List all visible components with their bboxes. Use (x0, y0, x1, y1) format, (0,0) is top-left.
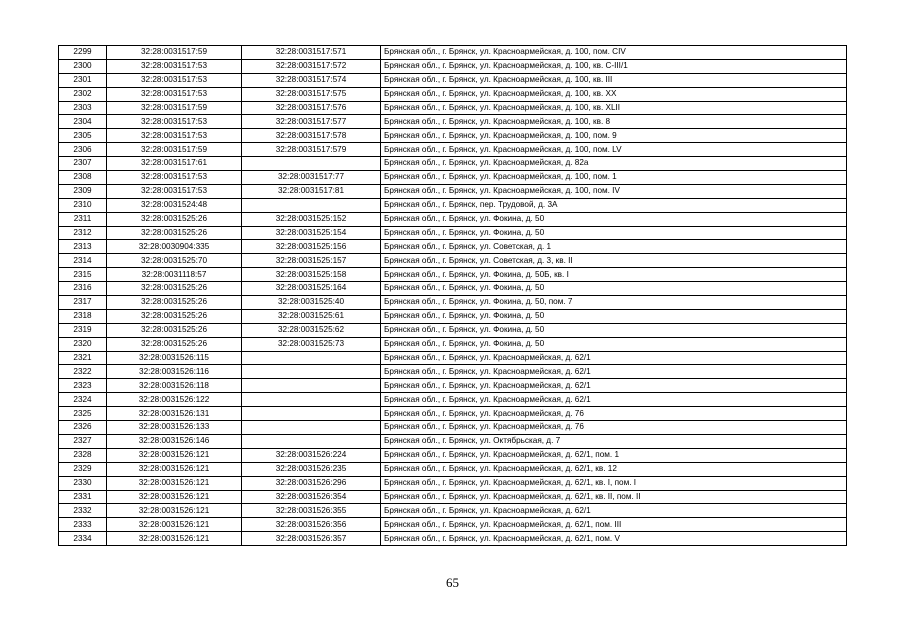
row-number-cell: 2300 (59, 59, 107, 73)
address-cell: Брянская обл., г. Брянск, ул. Красноармейская, д. 62/1 (381, 379, 847, 393)
registry-table (58, 45, 847, 546)
cadastral-number-cell: 32:28:0031517:53 (107, 115, 242, 129)
cadastral-number-cell: 32:28:0031525:26 (107, 282, 242, 296)
row-number-cell: 2306 (59, 143, 107, 157)
table-row (59, 59, 847, 73)
row-number-cell: 2325 (59, 407, 107, 421)
address-cell: Брянская обл., г. Брянск, ул. Красноармейская, д. 62/1 (381, 504, 847, 518)
table-row (59, 254, 847, 268)
table-row (59, 323, 847, 337)
table-row (59, 309, 847, 323)
row-number-cell: 2329 (59, 462, 107, 476)
object-cadastral-number-cell: 32:28:0031517:578 (242, 129, 381, 143)
table-row (59, 184, 847, 198)
cadastral-number-cell: 32:28:0031526:115 (107, 351, 242, 365)
row-number-cell: 2328 (59, 448, 107, 462)
row-number-cell: 2312 (59, 226, 107, 240)
cadastral-number-cell: 32:28:0031525:26 (107, 323, 242, 337)
object-cadastral-number-cell (242, 434, 381, 448)
address-cell: Брянская обл., г. Брянск, ул. Красноармейская, д. 100, кв. 8 (381, 115, 847, 129)
row-number-cell: 2324 (59, 393, 107, 407)
cadastral-number-cell: 32:28:0031517:53 (107, 87, 242, 101)
object-cadastral-number-cell: 32:28:0031525:152 (242, 212, 381, 226)
cadastral-number-cell: 32:28:0031525:70 (107, 254, 242, 268)
address-cell: Брянская обл., г. Брянск, ул. Красноармейская, д. 100, кв. XX (381, 87, 847, 101)
row-number-cell: 2319 (59, 323, 107, 337)
cadastral-number-cell: 32:28:0031118:57 (107, 268, 242, 282)
table-row (59, 448, 847, 462)
row-number-cell: 2304 (59, 115, 107, 129)
row-number-cell: 2317 (59, 296, 107, 310)
table-row (59, 351, 847, 365)
object-cadastral-number-cell: 32:28:0031517:579 (242, 143, 381, 157)
row-number-cell: 2323 (59, 379, 107, 393)
cadastral-number-cell: 32:28:0031517:53 (107, 73, 242, 87)
address-cell: Брянская обл., г. Брянск, ул. Советская, д. 3, кв. II (381, 254, 847, 268)
cadastral-number-cell: 32:28:0031517:53 (107, 129, 242, 143)
table-row (59, 476, 847, 490)
address-cell: Брянская обл., г. Брянск, ул. Красноармейская, д. 62/1, пом. V (381, 532, 847, 546)
cadastral-number-cell: 32:28:0031526:121 (107, 518, 242, 532)
address-cell: Брянская обл., г. Брянск, ул. Советская, д. 1 (381, 240, 847, 254)
address-cell: Брянская обл., г. Брянск, ул. Красноармейская, д. 100, кв. III (381, 73, 847, 87)
row-number-cell: 2322 (59, 365, 107, 379)
row-number-cell: 2299 (59, 46, 107, 60)
cadastral-number-cell: 32:28:0030904:335 (107, 240, 242, 254)
address-cell: Брянская обл., г. Брянск, ул. Красноармейская, д. 100, пом. IV (381, 184, 847, 198)
row-number-cell: 2307 (59, 157, 107, 171)
address-cell: Брянская обл., г. Брянск, ул. Фокина, д. 50 (381, 226, 847, 240)
object-cadastral-number-cell: 32:28:0031517:574 (242, 73, 381, 87)
object-cadastral-number-cell: 32:28:0031526:356 (242, 518, 381, 532)
object-cadastral-number-cell: 32:28:0031526:354 (242, 490, 381, 504)
address-cell: Брянская обл., г. Брянск, ул. Красноармейская, д. 62/1, пом. 1 (381, 448, 847, 462)
cadastral-number-cell: 32:28:0031525:26 (107, 337, 242, 351)
cadastral-number-cell: 32:28:0031526:121 (107, 462, 242, 476)
cadastral-number-cell: 32:28:0031526:121 (107, 532, 242, 546)
address-cell: Брянская обл., г. Брянск, ул. Октябрьская, д. 7 (381, 434, 847, 448)
object-cadastral-number-cell: 32:28:0031525:62 (242, 323, 381, 337)
row-number-cell: 2310 (59, 198, 107, 212)
address-cell: Брянская обл., г. Брянск, ул. Красноармейская, д. 76 (381, 421, 847, 435)
cadastral-number-cell: 32:28:0031526:131 (107, 407, 242, 421)
table-row (59, 212, 847, 226)
row-number-cell: 2321 (59, 351, 107, 365)
row-number-cell: 2331 (59, 490, 107, 504)
row-number-cell: 2303 (59, 101, 107, 115)
table-row (59, 268, 847, 282)
cadastral-number-cell: 32:28:0031525:26 (107, 226, 242, 240)
cadastral-number-cell: 32:28:0031517:59 (107, 101, 242, 115)
object-cadastral-number-cell: 32:28:0031525:73 (242, 337, 381, 351)
table-row (59, 490, 847, 504)
row-number-cell: 2308 (59, 171, 107, 185)
row-number-cell: 2330 (59, 476, 107, 490)
table-row (59, 296, 847, 310)
row-number-cell: 2315 (59, 268, 107, 282)
registry-table-body (59, 46, 847, 546)
table-row (59, 282, 847, 296)
address-cell: Брянская обл., г. Брянск, ул. Красноармейская, д. 62/1 (381, 393, 847, 407)
cadastral-number-cell: 32:28:0031525:26 (107, 212, 242, 226)
object-cadastral-number-cell (242, 198, 381, 212)
table-row (59, 73, 847, 87)
address-cell: Брянская обл., г. Брянск, ул. Красноармейская, д. 62/1 (381, 351, 847, 365)
table-row (59, 157, 847, 171)
row-number-cell: 2316 (59, 282, 107, 296)
object-cadastral-number-cell: 32:28:0031517:81 (242, 184, 381, 198)
cadastral-number-cell: 32:28:0031517:53 (107, 59, 242, 73)
object-cadastral-number-cell (242, 351, 381, 365)
table-row (59, 46, 847, 60)
table-row (59, 171, 847, 185)
cadastral-number-cell: 32:28:0031526:133 (107, 421, 242, 435)
cadastral-number-cell: 32:28:0031526:146 (107, 434, 242, 448)
table-row (59, 462, 847, 476)
address-cell: Брянская обл., г. Брянск, ул. Красноармейская, д. 100, кв. С-III/1 (381, 59, 847, 73)
cadastral-number-cell: 32:28:0031526:121 (107, 490, 242, 504)
table-row (59, 365, 847, 379)
row-number-cell: 2332 (59, 504, 107, 518)
table-row (59, 532, 847, 546)
cadastral-number-cell: 32:28:0031517:53 (107, 184, 242, 198)
address-cell: Брянская обл., г. Брянск, ул. Фокина, д. 50Б, кв. I (381, 268, 847, 282)
cadastral-number-cell: 32:28:0031517:53 (107, 171, 242, 185)
row-number-cell: 2301 (59, 73, 107, 87)
cadastral-number-cell: 32:28:0031526:122 (107, 393, 242, 407)
table-row (59, 407, 847, 421)
object-cadastral-number-cell: 32:28:0031517:77 (242, 171, 381, 185)
cadastral-number-cell: 32:28:0031525:26 (107, 296, 242, 310)
table-row (59, 337, 847, 351)
row-number-cell: 2314 (59, 254, 107, 268)
address-cell: Брянская обл., г. Брянск, ул. Фокина, д. 50 (381, 323, 847, 337)
row-number-cell: 2318 (59, 309, 107, 323)
address-cell: Брянская обл., г. Брянск, ул. Фокина, д. 50 (381, 212, 847, 226)
cadastral-number-cell: 32:28:0031526:121 (107, 448, 242, 462)
object-cadastral-number-cell: 32:28:0031526:357 (242, 532, 381, 546)
table-row (59, 226, 847, 240)
object-cadastral-number-cell: 32:28:0031517:576 (242, 101, 381, 115)
row-number-cell: 2327 (59, 434, 107, 448)
address-cell: Брянская обл., г. Брянск, ул. Красноармейская, д. 62/1, кв. 12 (381, 462, 847, 476)
row-number-cell: 2302 (59, 87, 107, 101)
address-cell: Брянская обл., г. Брянск, ул. Фокина, д. 50, пом. 7 (381, 296, 847, 310)
object-cadastral-number-cell (242, 379, 381, 393)
address-cell: Брянская обл., г. Брянск, пер. Трудовой, д. 3А (381, 198, 847, 212)
object-cadastral-number-cell: 32:28:0031517:577 (242, 115, 381, 129)
cadastral-number-cell: 32:28:0031526:121 (107, 504, 242, 518)
table-row (59, 87, 847, 101)
object-cadastral-number-cell (242, 365, 381, 379)
object-cadastral-number-cell: 32:28:0031517:575 (242, 87, 381, 101)
table-row (59, 240, 847, 254)
object-cadastral-number-cell: 32:28:0031517:572 (242, 59, 381, 73)
address-cell: Брянская обл., г. Брянск, ул. Красноармейская, д. 62/1, кв. II, пом. II (381, 490, 847, 504)
address-cell: Брянская обл., г. Брянск, ул. Фокина, д. 50 (381, 282, 847, 296)
page-number: 65 (446, 575, 459, 590)
address-cell: Брянская обл., г. Брянск, ул. Фокина, д. 50 (381, 337, 847, 351)
address-cell: Брянская обл., г. Брянск, ул. Красноармейская, д. 62/1 (381, 365, 847, 379)
row-number-cell: 2334 (59, 532, 107, 546)
address-cell: Брянская обл., г. Брянск, ул. Красноармейская, д. 62/1, кв. I, пом. I (381, 476, 847, 490)
row-number-cell: 2320 (59, 337, 107, 351)
object-cadastral-number-cell: 32:28:0031525:164 (242, 282, 381, 296)
object-cadastral-number-cell: 32:28:0031525:40 (242, 296, 381, 310)
table-row (59, 504, 847, 518)
object-cadastral-number-cell: 32:28:0031525:61 (242, 309, 381, 323)
cadastral-number-cell: 32:28:0031517:59 (107, 46, 242, 60)
row-number-cell: 2305 (59, 129, 107, 143)
object-cadastral-number-cell: 32:28:0031525:157 (242, 254, 381, 268)
address-cell: Брянская обл., г. Брянск, ул. Красноармейская, д. 100, пом. 9 (381, 129, 847, 143)
row-number-cell: 2313 (59, 240, 107, 254)
object-cadastral-number-cell (242, 407, 381, 421)
table-row (59, 143, 847, 157)
address-cell: Брянская обл., г. Брянск, ул. Красноармейская, д. 100, пом. CIV (381, 46, 847, 60)
cadastral-number-cell: 32:28:0031526:116 (107, 365, 242, 379)
address-cell: Брянская обл., г. Брянск, ул. Красноармейская, д. 76 (381, 407, 847, 421)
cadastral-number-cell: 32:28:0031517:61 (107, 157, 242, 171)
address-cell: Брянская обл., г. Брянск, ул. Красноармейская, д. 62/1, пом. III (381, 518, 847, 532)
table-row (59, 393, 847, 407)
cadastral-number-cell: 32:28:0031525:26 (107, 309, 242, 323)
object-cadastral-number-cell (242, 421, 381, 435)
object-cadastral-number-cell: 32:28:0031525:156 (242, 240, 381, 254)
table-row (59, 518, 847, 532)
address-cell: Брянская обл., г. Брянск, ул. Красноармейская, д. 82а (381, 157, 847, 171)
row-number-cell: 2309 (59, 184, 107, 198)
table-row (59, 101, 847, 115)
cadastral-number-cell: 32:28:0031526:121 (107, 476, 242, 490)
address-cell: Брянская обл., г. Брянск, ул. Красноармейская, д. 100, пом. 1 (381, 171, 847, 185)
address-cell: Брянская обл., г. Брянск, ул. Красноармейская, д. 100, кв. XLII (381, 101, 847, 115)
object-cadastral-number-cell: 32:28:0031525:158 (242, 268, 381, 282)
address-cell: Брянская обл., г. Брянск, ул. Фокина, д. 50 (381, 309, 847, 323)
object-cadastral-number-cell (242, 393, 381, 407)
object-cadastral-number-cell: 32:28:0031526:296 (242, 476, 381, 490)
object-cadastral-number-cell: 32:28:0031526:355 (242, 504, 381, 518)
row-number-cell: 2311 (59, 212, 107, 226)
table-row (59, 115, 847, 129)
cadastral-number-cell: 32:28:0031524:48 (107, 198, 242, 212)
row-number-cell: 2326 (59, 421, 107, 435)
cadastral-number-cell: 32:28:0031526:118 (107, 379, 242, 393)
object-cadastral-number-cell (242, 157, 381, 171)
row-number-cell: 2333 (59, 518, 107, 532)
object-cadastral-number-cell: 32:28:0031526:224 (242, 448, 381, 462)
table-row (59, 198, 847, 212)
object-cadastral-number-cell: 32:28:0031525:154 (242, 226, 381, 240)
object-cadastral-number-cell: 32:28:0031517:571 (242, 46, 381, 60)
table-row (59, 434, 847, 448)
object-cadastral-number-cell: 32:28:0031526:235 (242, 462, 381, 476)
cadastral-number-cell: 32:28:0031517:59 (107, 143, 242, 157)
address-cell: Брянская обл., г. Брянск, ул. Красноармейская, д. 100, пом. LV (381, 143, 847, 157)
table-row (59, 421, 847, 435)
table-row (59, 379, 847, 393)
table-row (59, 129, 847, 143)
